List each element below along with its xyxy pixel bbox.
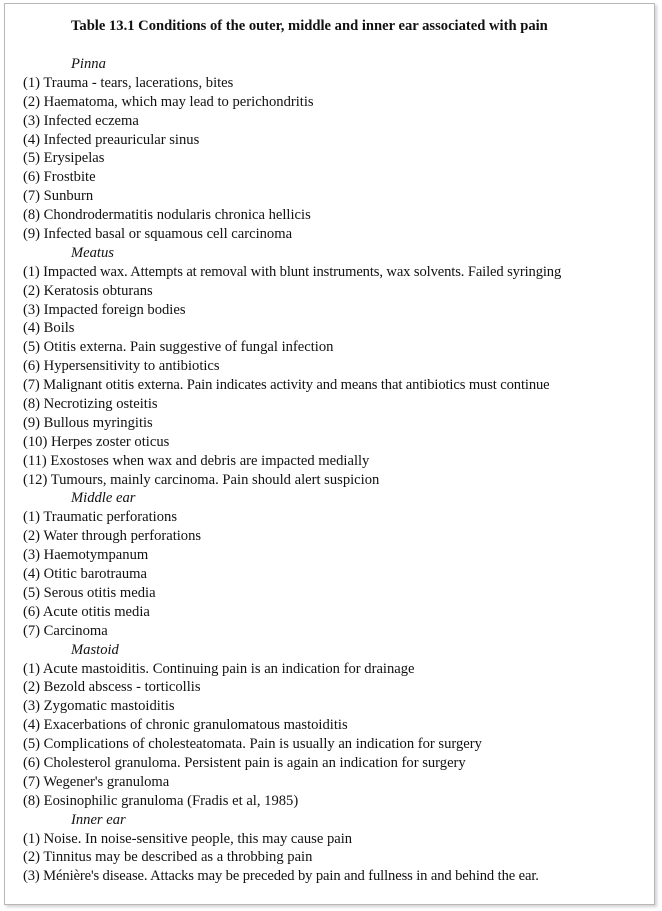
section-heading-mastoid: Mastoid [71, 641, 119, 658]
list-item: (4) Exacerbations of chronic granulomatous mastoiditis [23, 717, 348, 734]
list-item: (3) Infected eczema [23, 112, 139, 129]
list-item: (1) Impacted wax. Attempts at removal with blunt instruments, wax solvents. Failed syringing [23, 263, 562, 280]
list-item: (2) Haematoma, which may lead to perichondritis [23, 93, 314, 110]
section-heading-middle-ear: Middle ear [71, 490, 136, 507]
list-item: (1) Acute mastoiditis. Continuing pain is an indication for drainage [23, 660, 415, 677]
list-item: (10) Herpes zoster oticus [23, 433, 170, 450]
table-content [23, 55, 648, 886]
section-heading-inner-ear: Inner ear [71, 811, 126, 828]
list-item: (2) Tinnitus may be described as a throbbing pain [23, 849, 313, 866]
list-item: (2) Water through perforations [23, 528, 202, 545]
list-item: (2) Keratosis obturans [23, 282, 153, 299]
list-item: (1) Traumatic perforations [23, 509, 178, 526]
list-item: (3) Impacted foreign bodies [23, 301, 186, 318]
section-heading-meatus: Meatus [71, 244, 114, 261]
list-item: (6) Cholesterol granuloma. Persistent pain is again an indication for surgery [23, 754, 466, 771]
list-item: (5) Erysipelas [23, 150, 105, 167]
list-item: (2) Bezold abscess - torticollis [23, 679, 201, 696]
list-item: (7) Sunburn [23, 188, 94, 205]
list-item: (4) Infected preauricular sinus [23, 131, 200, 148]
list-item: (1) Trauma - tears, lacerations, bites [23, 74, 234, 91]
list-item: (3) Ménière's disease. Attacks may be preceded by pain and fullness in and behind the ear. [23, 868, 539, 885]
list-item: (9) Bullous myringitis [23, 414, 153, 431]
list-item: (8) Eosinophilic granuloma (Fradis et al, 1985) [23, 792, 299, 809]
list-item: (4) Boils [23, 320, 75, 337]
list-item: (5) Serous otitis media [23, 584, 156, 601]
list-item: (5) Otitis externa. Pain suggestive of fungal infection [23, 339, 334, 356]
list-item: (7) Malignant otitis externa. Pain indicates activity and means that antibiotics must continue [23, 377, 550, 394]
list-item: (1) Noise. In noise-sensitive people, this may cause pain [23, 830, 353, 847]
list-item: (9) Infected basal or squamous cell carcinoma [23, 226, 293, 243]
table-title: Table 13.1 Conditions of the outer, middle and inner ear associated with pain [71, 18, 548, 34]
list-item: (12) Tumours, mainly carcinoma. Pain should alert suspicion [23, 471, 380, 488]
list-item: (6) Hypersensitivity to antibiotics [23, 358, 220, 375]
section-heading-pinna: Pinna [71, 56, 106, 72]
list-item: (4) Otitic barotrauma [23, 566, 147, 583]
list-item: (8) Necrotizing osteitis [23, 396, 158, 413]
list-item: (5) Complications of cholesteatomata. Pain is usually an indication for surgery [23, 736, 482, 753]
list-item: (7) Wegener's granuloma [23, 773, 170, 790]
list-item: (7) Carcinoma [23, 622, 108, 639]
list-item: (8) Chondrodermatitis nodularis chronica hellicis [23, 207, 311, 224]
list-item: (6) Frostbite [23, 169, 96, 186]
list-item: (11) Exostoses when wax and debris are impacted medially [23, 452, 370, 469]
list-item: (6) Acute otitis media [23, 603, 150, 620]
list-item: (3) Zygomatic mastoiditis [23, 698, 175, 715]
list-item: (3) Haemotympanum [23, 547, 149, 564]
